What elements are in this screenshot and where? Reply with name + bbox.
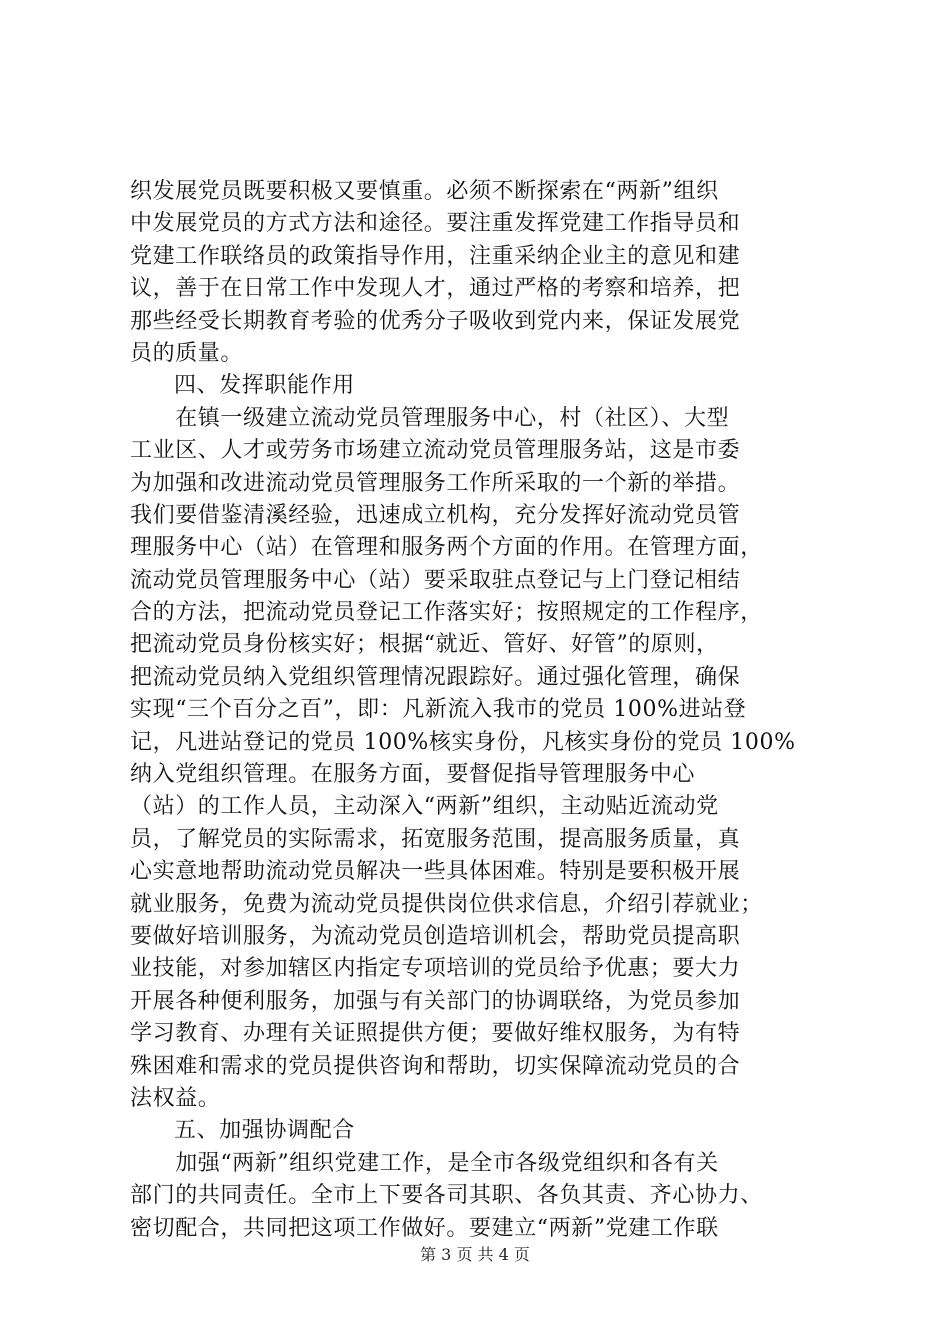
body-line: 法权益。 <box>130 1085 221 1111</box>
body-line: 殊困难和需求的党员提供咨询和帮助，切实保障流动党员的合 <box>130 1053 741 1079</box>
body-line: 在镇一级建立流动党员管理服务中心，村（社区）、大型 <box>130 405 730 431</box>
body-line: 议，善于在日常工作中发现人才，通过严格的考察和培养，把 <box>130 276 741 302</box>
body-line: 织发展党员既要积极又要慎重。必须不断探索在“两新”组织 <box>130 179 719 204</box>
body-line: 实现“三个百分之百”，即：凡新流入我市的党员 100%进站登 <box>130 697 747 723</box>
body-line: 心实意地帮助流动党员解决一些具体困难。特别是要积极开展 <box>130 859 741 885</box>
body-line: 为加强和改进流动党员管理服务工作所采取的一个新的举措。 <box>130 470 741 496</box>
page-number-footer: 第 3 页 共 4 页 <box>420 1245 530 1264</box>
body-line: 理服务中心（站）在管理和服务两个方面的作用。在管理方面， <box>130 535 763 561</box>
document-body <box>130 176 830 1245</box>
body-line: 把流动党员纳入党组织管理情况跟踪好。通过强化管理，确保 <box>130 664 741 690</box>
body-line: 流动党员管理服务中心（站）要采取驻点登记与上门登记相结 <box>130 567 741 593</box>
body-line: （站）的工作人员，主动深入“两新”组织，主动贴近流动党 <box>130 794 719 820</box>
body-line: 中发展党员的方式方法和途径。要注重发挥党建工作指导员和 <box>130 211 741 237</box>
body-line: 就业服务，免费为流动党员提供岗位供求信息，介绍引荐就业； <box>130 891 763 917</box>
section-heading: 五、加强协调配合 <box>174 1118 355 1144</box>
body-line: 开展各种便利服务，加强与有关部门的协调联络，为党员参加 <box>130 988 741 1014</box>
body-line: 党建工作联络员的政策指导作用，注重采纳企业主的意见和建 <box>130 243 741 269</box>
body-line: 部门的共同责任。全市上下要各司其职、各负其责、齐心协力、 <box>130 1183 763 1209</box>
body-line: 加强“两新”组织党建工作，是全市各级党组织和各有关 <box>130 1150 719 1176</box>
body-line: 我们要借鉴清溪经验，迅速成立机构，充分发挥好流动党员管 <box>130 502 741 528</box>
body-line: 密切配合，共同把这项工作做好。要建立“两新”党建工作联 <box>130 1215 719 1241</box>
body-line: 学习教育、办理有关证照提供方便；要做好维权服务，为有特 <box>130 1021 741 1047</box>
body-line: 记，凡进站登记的党员 100%核实身份，凡核实身份的党员 100% <box>130 729 796 755</box>
body-line: 把流动党员身份核实好；根据“就近、管好、好管”的原则， <box>130 632 719 658</box>
section-heading: 四、发挥职能作用 <box>174 373 355 399</box>
body-line: 合的方法，把流动党员登记工作落实好；按照规定的工作程序， <box>130 600 763 626</box>
body-line: 要做好培训服务，为流动党员创造培训机会，帮助党员提高职 <box>130 923 741 949</box>
body-line: 工业区、人才或劳务市场建立流动党员管理服务站，这是市委 <box>130 438 741 464</box>
body-line: 员，了解党员的实际需求，拓宽服务范围，提高服务质量，真 <box>130 826 741 852</box>
body-line: 员的质量。 <box>130 340 244 366</box>
body-line: 纳入党组织管理。在服务方面，要督促指导管理服务中心 <box>130 762 696 788</box>
body-line: 业技能，对参加辖区内指定专项培训的党员给予优惠；要大力 <box>130 956 741 982</box>
body-line: 那些经受长期教育考验的优秀分子吸收到党内来，保证发展党 <box>130 308 741 334</box>
